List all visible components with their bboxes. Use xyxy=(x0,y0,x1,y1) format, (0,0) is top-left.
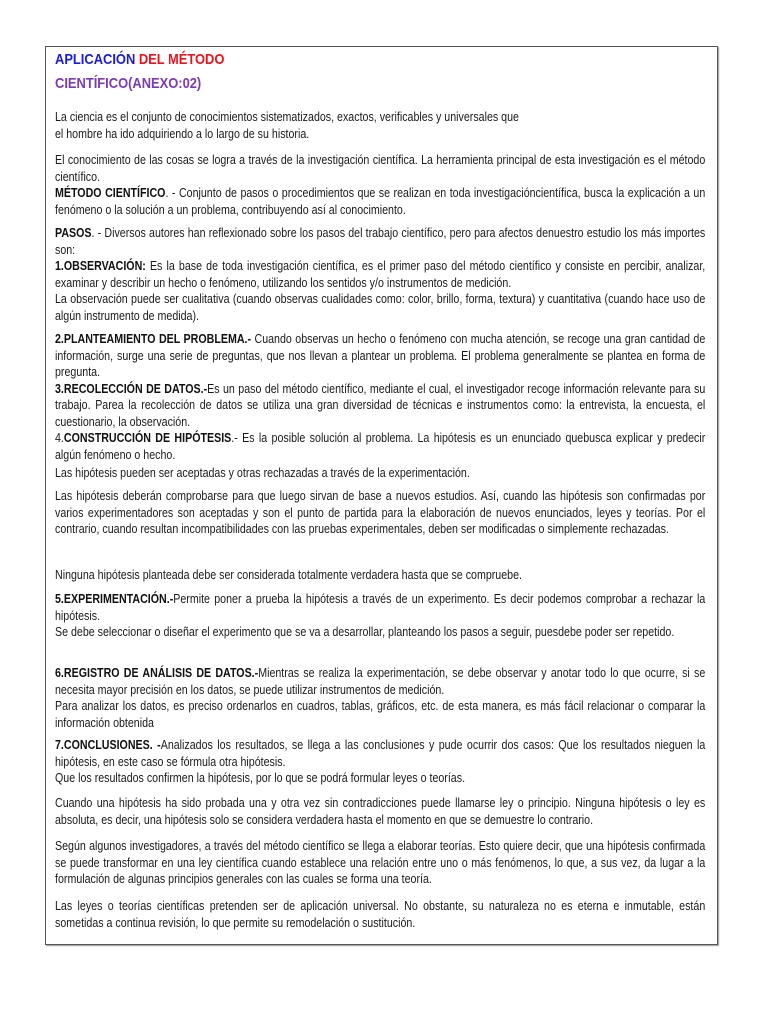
recoleccion-paragraph xyxy=(55,381,705,431)
conocimiento-section xyxy=(55,152,705,218)
hipotesis-text: .- Es la posible solución al problema. La hipótesis es un enunciado quebusca explicar y predecir algún fenómeno o hecho. xyxy=(55,430,706,462)
hipotesis-paragraph xyxy=(55,430,705,463)
metodo-heading: MÉTODO CIENTÍFICO xyxy=(55,185,166,200)
conclusiones-text: Analizados los resultados, se llega a las conclusiones y pude ocurrir dos casos: Que los resultados nieguen la hipótesis, en este caso se fórmula otra hipótesis. xyxy=(55,737,706,769)
intro-line-1: La ciencia es el conjunto de conocimientos sistematizados, exactos, verificables y universales que xyxy=(55,109,519,124)
hipotesis-extra: Las hipótesis pueden ser aceptadas y otras rechazadas a través de la experimentación. xyxy=(55,465,470,480)
metodo-paragraph xyxy=(55,185,705,218)
observacion-extra: La observación puede ser cualitativa (cuando observas cualidades como: color, brillo, forma, textura) y cuantitativa (cuando hace uso de algún instrumento de medida). xyxy=(55,291,706,323)
cuando-paragraph: Cuando una hipótesis ha sido probada una y otra vez sin contradicciones puede llamarse ley o principio. Ninguna hipótesis o ley es absoluta, es decir, una hipótesis solo se considera verdadera hasta el momento en que se demuestre lo contrario. xyxy=(55,795,706,827)
pasos-paragraph xyxy=(55,225,705,258)
title-part-2: DEL MÉTODO xyxy=(138,51,225,68)
registro-text: Mientras se realiza la experimentación, se debe observar y anotar todo lo que ocurre, si se necesita mayor precisión en los datos, se puede utilizar instrumentos de medición. xyxy=(55,665,706,697)
intro-line-2: el hombre ha ido adquiriendo a lo largo de su historia. xyxy=(55,125,310,141)
hipotesis-number: 4. xyxy=(55,430,64,445)
recoleccion-heading: 3.RECOLECCIÓN DE DATOS.- xyxy=(55,380,208,396)
conocimiento-paragraph: El conocimiento de las cosas se logra a través de la investigación científica. La herramienta principal de esta investigación es el método científico. xyxy=(55,152,706,184)
pasos-section xyxy=(55,225,705,324)
observacion-paragraph xyxy=(55,258,705,291)
pasos-text: . - Diversos autores han reflexionado sobre los pasos del trabajo científico, pero para afectos denuestro estudio los más importes son: xyxy=(55,225,706,257)
planteamiento-paragraph xyxy=(55,331,705,381)
planteamiento-text: Cuando observas un hecho o fenómeno con mucha atención, se recoge una gran cantidad de información, surge una serie de preguntas, que nos llevan a plantear un problema. El problema generalmente se plantea en forma de pregunta. xyxy=(55,331,706,379)
experimentacion-extra: Se debe seleccionar o diseñar el experimento que se va a desarrollar, planteando los pasos a seguir, puesdebe poder ser repetido. xyxy=(55,624,675,639)
experimentacion-paragraph xyxy=(55,591,705,624)
observacion-text: Es la base de toda investigación científica, es el primer paso del método científico y consiste en percibir, analizar, examinar y describir un hecho o fenómeno, utilizando los sentidos y/o instrumentos de medición. xyxy=(55,258,706,290)
recoleccion-text: Es un paso del método científico, mediante el cual, el investigador recoge información relevante para su trabajo. Parea la recolección de datos se utiliza una gran diversidad de técnicas e instrumentos como: la entrevista, la encuesta, el cuestionario, la observación. xyxy=(55,380,706,429)
registro-paragraph xyxy=(55,665,705,698)
pasos-heading: PASOS xyxy=(55,225,92,240)
experimentacion-heading: 5.EXPERIMENTACIÓN.- xyxy=(55,591,174,606)
title-line-1 xyxy=(55,51,224,68)
title-line-2: CIENTÍFICO(ANEXO:02) xyxy=(55,75,202,92)
steps-2-4-section xyxy=(55,331,705,482)
conclusiones-extra: Que los resultados confirmen la hipótesis, por lo que se podrá formular leyes o teorías. xyxy=(55,770,466,785)
registro-extra: Para analizar los datos, es preciso ordenarlos en cuadros, tablas, gráficos, etc. de esta manera, es más fácil relacionar o comparar la información obtenida xyxy=(55,698,706,730)
conclusiones-section xyxy=(55,737,705,787)
planteamiento-heading: 2.PLANTEAMIENTO DEL PROBLEMA.- xyxy=(55,331,252,346)
registro-section xyxy=(55,665,705,731)
metodo-text: . - Conjunto de pasos o procedimientos que se realizan en toda investigacióncientífica, busca la explicación a un fenómeno o la solución a un problema, contribuyendo así al conocimiento. xyxy=(55,185,706,217)
leyes-paragraph: Las leyes o teorías científicas pretenden ser de aplicación universal. No obstante, su naturaleza no es eterna e inmutable, están sometidas a continua revisión, lo que permite su remodelación o sustitución. xyxy=(55,898,706,930)
title-part-1: APLICACIÓN xyxy=(55,51,136,68)
segun-paragraph: Según algunos investigadores, a través del método científico se llega a elaborar teorías. Esto quiere decir, que una hipótesis confirmada se puede transformar en una ley científica cuando establece una relación entre uno o más fenómenos, lo que, a sus vez, da lugar a la formulación de algunas principios generales con las cuales se forma una teoría. xyxy=(55,838,706,886)
deberan-paragraph: Las hipótesis deberán comprobarse para que luego sirvan de base a nuevos estudios. Así, cuando las hipótesis son confirmadas por varios experimentadores son aceptadas y son el punto de partida para la elaboración de nuevos enunciados, leyes y teorías. Por el contrario, cuando resultan incompatibilidades con las pruebas experimentales, deben ser modificadas o simplemente rechazadas. xyxy=(55,488,706,536)
observacion-heading: 1.OBSERVACIÓN: xyxy=(55,258,146,273)
registro-heading: 6.REGISTRO DE ANÁLISIS DE DATOS.- xyxy=(55,665,259,680)
intro-paragraph xyxy=(55,109,705,142)
experimentacion-section xyxy=(55,591,705,641)
conclusiones-heading: 7.CONCLUSIONES. - xyxy=(55,737,161,752)
conclusiones-paragraph xyxy=(55,737,705,770)
experimentacion-text: Permite poner a prueba la hipótesis a través de un experimento. Es decir podemos comprobar a rechazar la hipótesis. xyxy=(55,591,706,623)
hipotesis-heading: CONSTRUCCIÓN DE HIPÓTESIS xyxy=(63,430,232,445)
ninguna-paragraph: Ninguna hipótesis planteada debe ser considerada totalmente verdadera hasta que se compruebe. xyxy=(55,567,522,582)
